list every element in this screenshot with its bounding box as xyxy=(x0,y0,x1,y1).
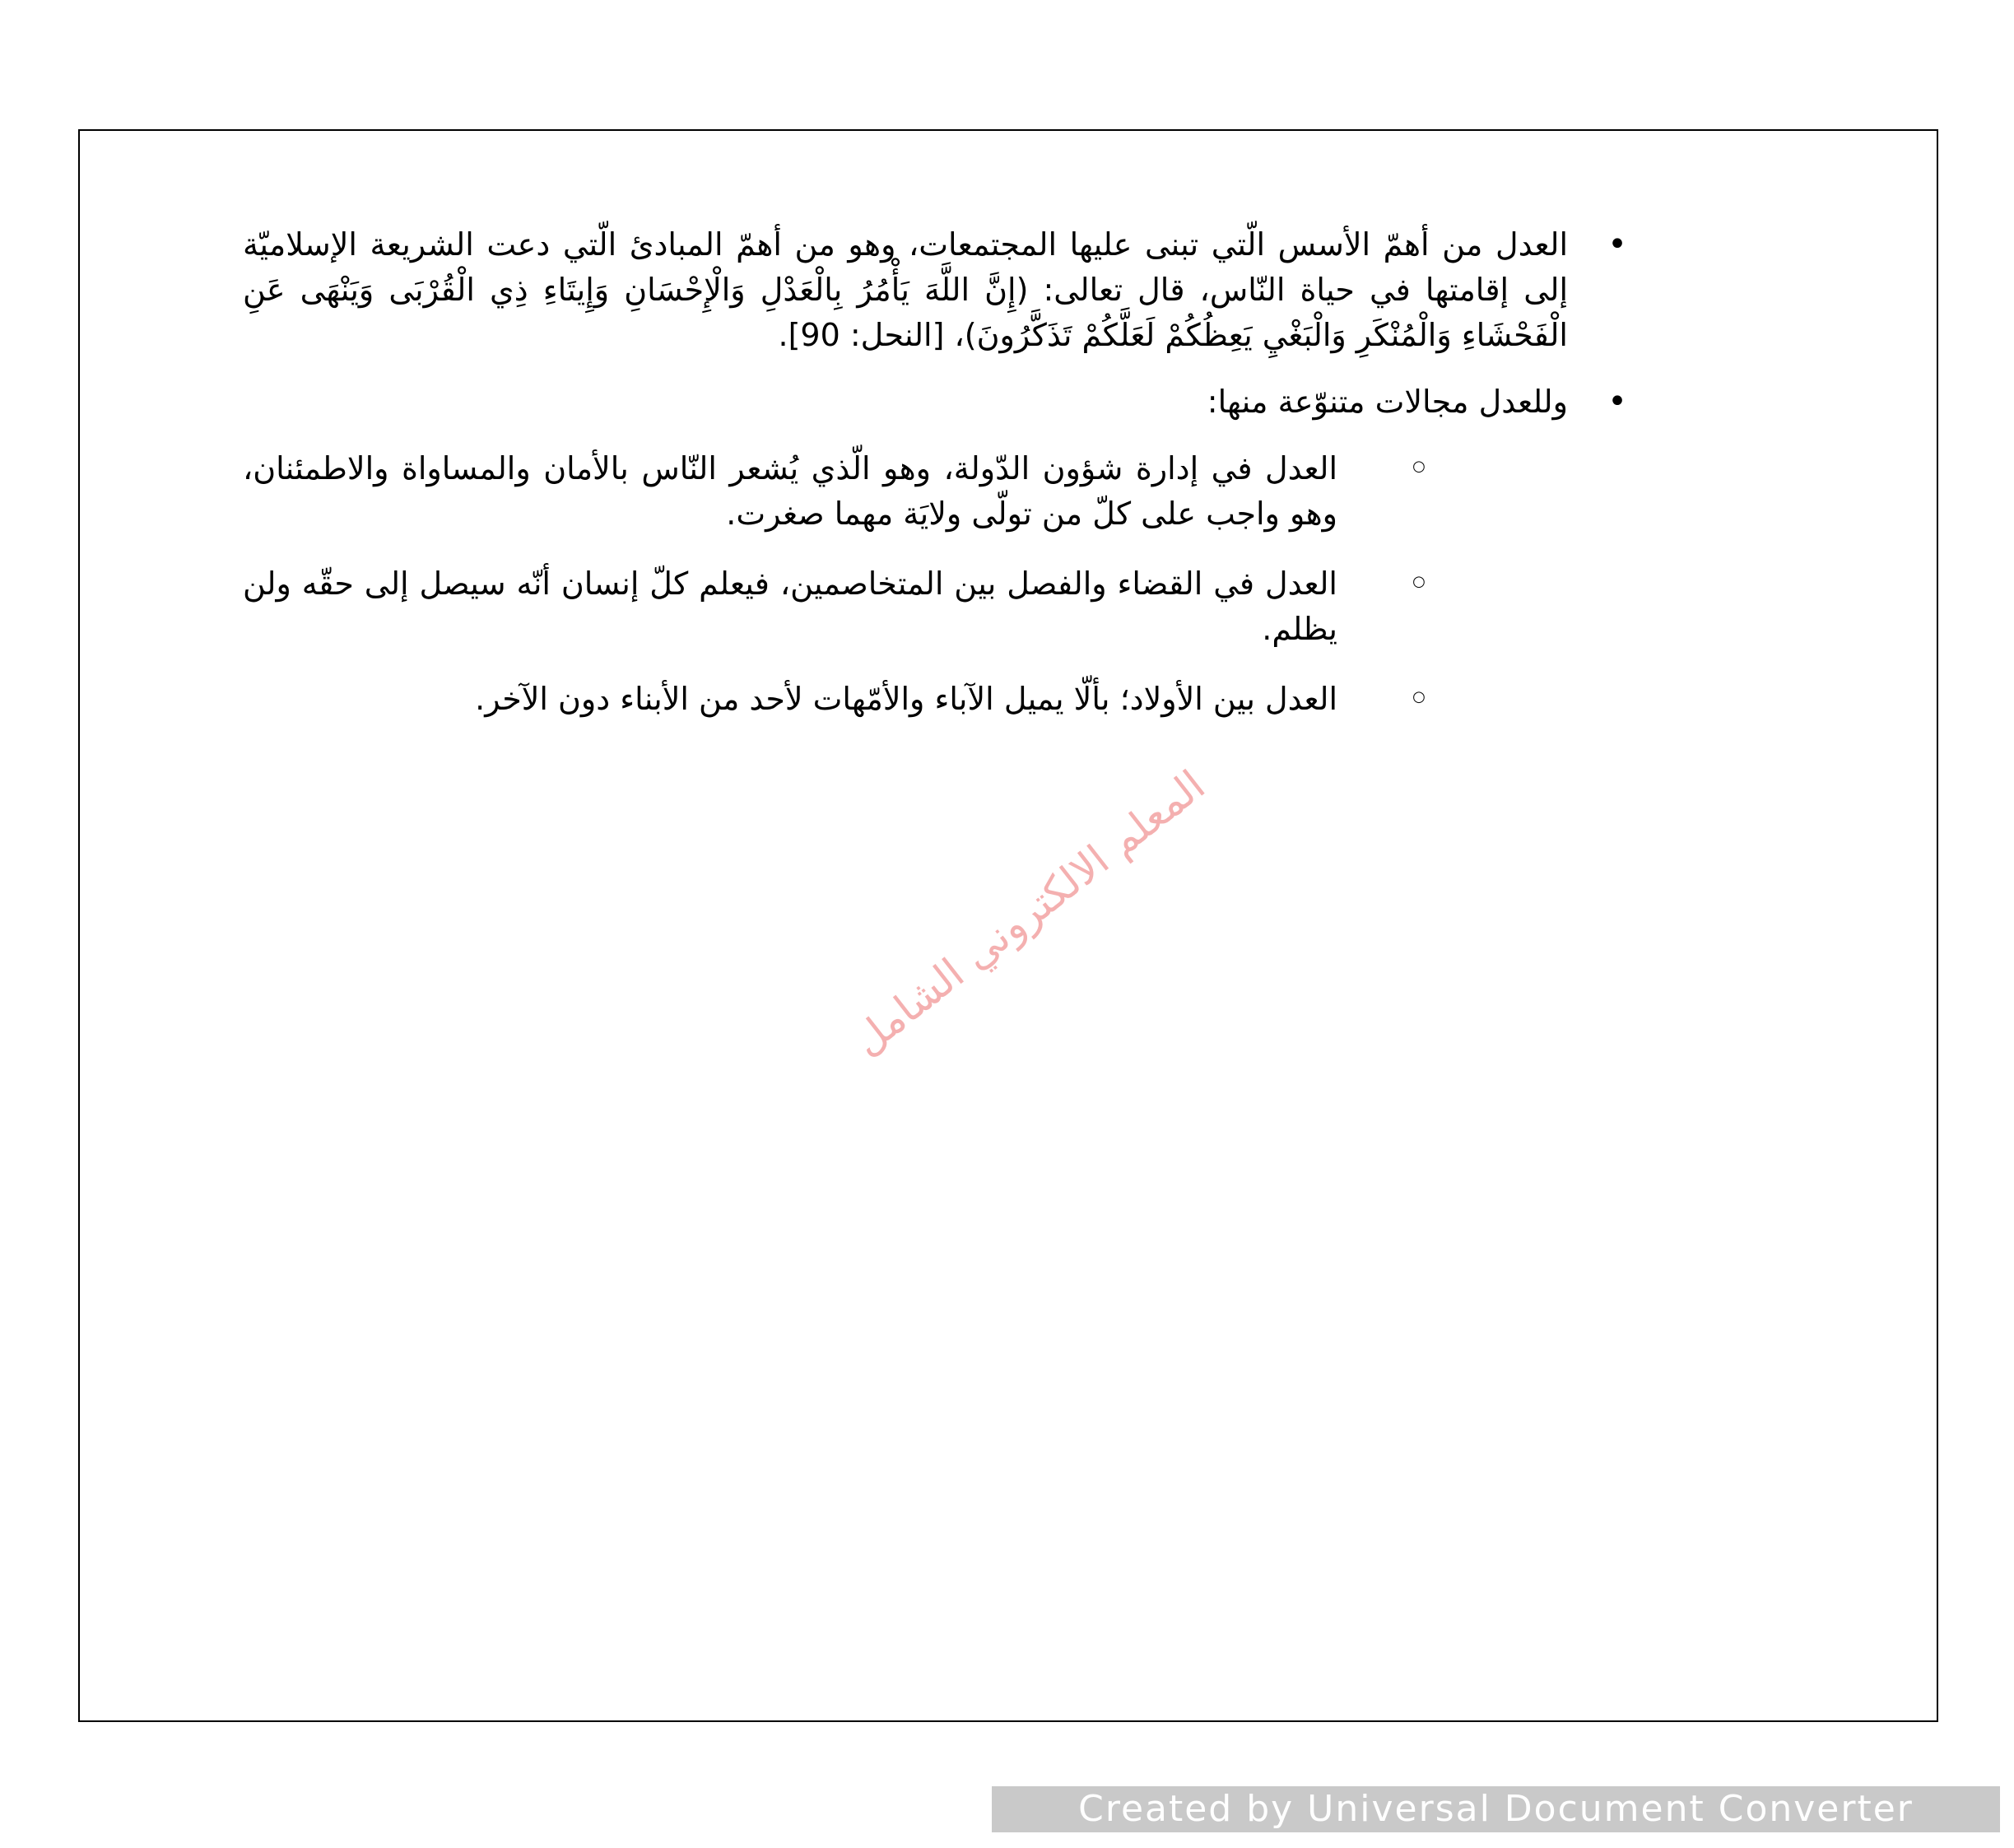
sub-paragraph-state-affairs: العدل في إدارة شؤون الدّولة، وهو الّذي يُشعر النّاس بالأمان والمساواة والاطمئنان، وهو واجب على كلّ من تولّى ولايَة مهما صغرت. xyxy=(243,450,1337,532)
sub-item-children xyxy=(243,677,1634,722)
converter-footer-banner: Created by Universal Document Converter xyxy=(992,1786,2000,1832)
list-item-justice-fields xyxy=(243,379,1634,425)
paragraph-justice-foundation: العدل من أهمّ الأسس الّتي تبنى عليها المجتمعات، وهو من أهمّ المبادئ الّتي دعت الشريعة الإسلاميّة إلى إقامتها في حياة النّاس، قال تعالى: (إِنَّ اللَّهَ يَأْمُرُ بِالْعَدْلِ وَالْإِحْسَانِ وَإِيتَاءِ ذِي الْقُرْبَى وَيَنْهَى عَنِ الْفَحْشَاءِ وَالْمُنْكَرِ وَالْبَغْيِ يَعِظُكُمْ لَعَلَّكُمْ تَذَكَّرُونَ)، [النحل: 90]. xyxy=(243,226,1568,353)
circle-bullet-icon: ○ xyxy=(1412,573,1426,590)
document-content xyxy=(243,222,1634,747)
paragraph-justice-fields: وللعدل مجالات متنوّعة منها: xyxy=(1207,384,1568,420)
circle-bullet-icon: ○ xyxy=(1412,688,1426,705)
sub-paragraph-judiciary: العدل في القضاء والفصل بين المتخاصمين، فيعلم كلّ إنسان أنّه سيصل إلى حقّه ولن يظلم. xyxy=(243,566,1337,647)
sub-bullet-list xyxy=(243,446,1634,722)
sub-item-judiciary xyxy=(243,561,1634,652)
bullet-icon: • xyxy=(1607,383,1627,421)
bullet-icon: • xyxy=(1607,226,1627,263)
watermark-text: المعلم الالكتروني الشامل xyxy=(844,761,1214,1065)
sub-paragraph-children: العدل بين الأولاد؛ بألّا يميل الآباء والأمّهات لأحد من الأبناء دون الآخر. xyxy=(475,681,1337,717)
sub-item-state-affairs xyxy=(243,446,1634,537)
list-item-justice-foundation xyxy=(243,222,1634,358)
circle-bullet-icon: ○ xyxy=(1412,458,1426,475)
main-bullet-list xyxy=(243,222,1634,425)
